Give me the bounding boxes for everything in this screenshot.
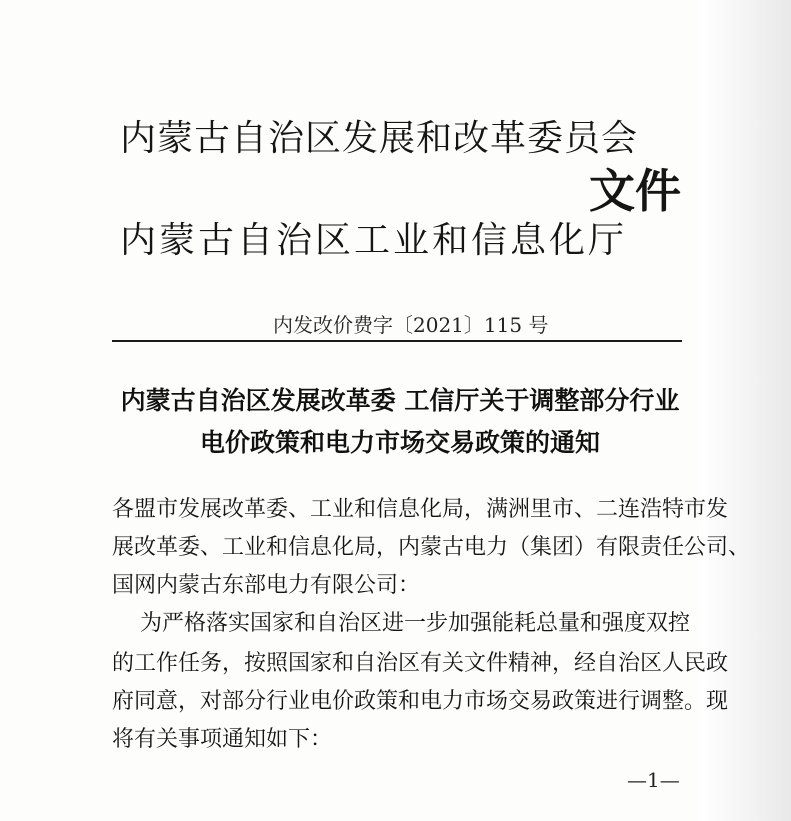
body-line-4: 为严格落实国家和自治区进一步加强能耗总量和强度双控 xyxy=(112,611,690,636)
page-number: —1— xyxy=(627,768,680,792)
document-label: 文件 xyxy=(589,164,681,218)
header-divider xyxy=(112,340,682,342)
body-line-5: 的工作任务，按照国家和自治区有关文件精神，经自治区人民政 xyxy=(112,651,729,676)
issuing-org-2: 内蒙古自治区工业和信息化厅 xyxy=(120,220,628,261)
body-line-6: 府同意，对部分行业电价政策和电力市场交易政策进行调整。现 xyxy=(112,689,729,714)
document-number: 内发改价费字〔2021〕115 号 xyxy=(273,313,549,337)
body-line-3: 国网内蒙古东部电力有限公司： xyxy=(112,573,421,598)
body-line-7: 将有关事项通知如下： xyxy=(112,727,333,752)
notice-title-line-2: 电价政策和电力市场交易政策的通知 xyxy=(199,428,600,457)
notice-title-line-1: 内蒙古自治区发展改革委 工信厅关于调整部分行业 xyxy=(120,386,680,415)
body-line-2: 展改革委、工业和信息化局，内蒙古电力（集团）有限责任公司、 xyxy=(112,535,751,560)
body-line-1: 各盟市发展改革委、工业和信息化局，满洲里市、二连浩特市发 xyxy=(112,497,729,522)
issuing-org-1: 内蒙古自治区发展和改革委员会 xyxy=(120,118,639,159)
